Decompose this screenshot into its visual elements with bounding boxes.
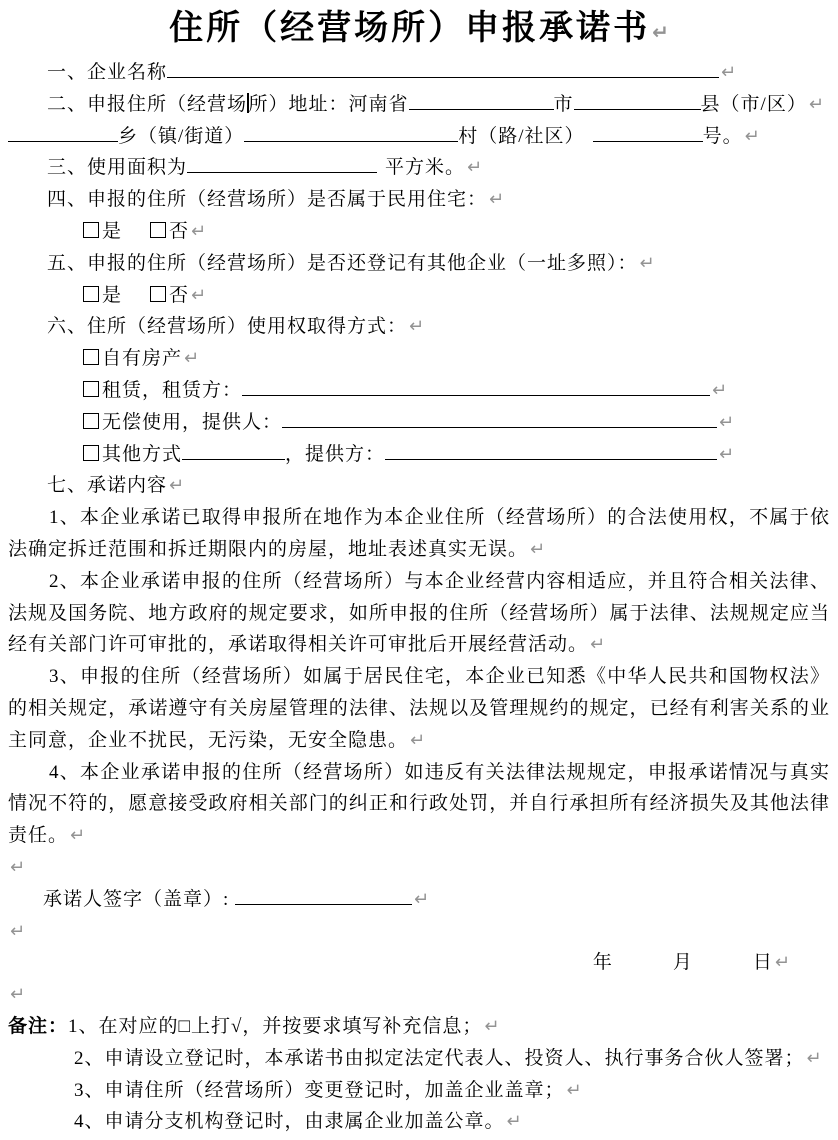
other-method-checkbox[interactable] xyxy=(83,445,99,461)
date-line xyxy=(8,947,830,979)
other-provider-label: ，提供方： xyxy=(285,443,386,465)
signature-field[interactable] xyxy=(235,884,412,905)
item2-village-suffix: 村（路/社区） xyxy=(458,125,585,147)
notes-line-1 xyxy=(8,1011,830,1043)
item4-no-checkbox[interactable] xyxy=(150,222,166,238)
paragraph-mark-icon: ↵ xyxy=(409,316,425,338)
notes-line-3 xyxy=(8,1075,830,1107)
paragraph-mark-icon: ↵ xyxy=(484,1015,500,1037)
empty-paragraph xyxy=(8,979,830,1011)
item5-options xyxy=(8,280,830,312)
paragraph-mark-icon: ↵ xyxy=(410,729,426,751)
paragraph-mark-icon: ↵ xyxy=(774,952,790,974)
form-item-5 xyxy=(8,248,830,280)
item4-no-label: 否 xyxy=(169,220,190,242)
paragraph-mark-icon: ↵ xyxy=(70,825,86,847)
paragraph-mark-icon: ↵ xyxy=(530,538,546,560)
paragraph-mark-icon: ↵ xyxy=(744,125,760,147)
paragraph-mark-icon: ↵ xyxy=(712,379,728,401)
notes-label: 备注： xyxy=(8,1015,69,1037)
paragraph-mark-icon: ↵ xyxy=(10,856,26,878)
item5-no-checkbox[interactable] xyxy=(150,286,166,302)
item5-yes-checkbox[interactable] xyxy=(83,286,99,302)
item4-yes-label: 是 xyxy=(102,220,123,242)
paragraph-mark-icon: ↵ xyxy=(191,220,207,242)
item6-label: 六、住所（经营场所）使用权取得方式： xyxy=(47,316,408,338)
paragraph-mark-icon: ↵ xyxy=(721,62,737,83)
commitment-2-text: 2、本企业承诺申报的住所（经营场所）与本企业经营内容相适应，并且符合相关法律、法规及国务院、地方政府的规定要求，如所申报的住所（经营场所）属于法律、法规规定应当经有关部门许可审批的，承诺取得相关许可审批后开展经营活动。 xyxy=(8,570,830,656)
commitment-4-text: 4、本企业承诺申报的住所（经营场所）如违反有关法律法规规定，申报承诺情况与真实情况不符的，愿意接受政府相关部门的纠正和行政处罚，并自行承担所有经济损失及其他法律责任。 xyxy=(8,761,830,847)
signature-label: 承诺人签字（盖章）: xyxy=(43,888,230,910)
commitment-paragraph-2 xyxy=(8,566,830,661)
paragraph-mark-icon: ↵ xyxy=(639,252,655,274)
own-property-label: 自有房产 xyxy=(102,348,183,370)
item2-label-part2: 所）地址：河南省 xyxy=(248,93,409,115)
paragraph-mark-icon: ↵ xyxy=(652,20,669,44)
paragraph-mark-icon: ↵ xyxy=(467,157,483,179)
paragraph-mark-icon: ↵ xyxy=(590,634,606,656)
free-use-label: 无偿使用，提供人： xyxy=(102,411,283,433)
item3-label: 三、使用面积为 xyxy=(47,157,188,179)
paragraph-mark-icon: ↵ xyxy=(719,411,735,433)
company-name-field[interactable] xyxy=(167,57,719,78)
paragraph-mark-icon: ↵ xyxy=(719,443,735,465)
item1-label: 一、企业名称 xyxy=(47,62,168,83)
item6-option-2 xyxy=(8,375,830,407)
notes-line-2 xyxy=(8,1043,830,1075)
item5-label: 五、申报的住所（经营场所）是否还登记有其他企业（一址多照）： xyxy=(47,252,638,274)
provider-name-field[interactable] xyxy=(282,407,717,428)
form-item-3 xyxy=(8,152,830,184)
empty-paragraph xyxy=(8,916,830,948)
commitment-paragraph-1 xyxy=(8,502,830,566)
note-4-text: 4、申请分支机构登记时，由隶属企业加盖公章。 xyxy=(74,1111,505,1133)
item6-option-4 xyxy=(8,439,830,471)
item6-option-3 xyxy=(8,407,830,439)
item5-no-label: 否 xyxy=(169,284,190,306)
item6-option-1 xyxy=(8,343,830,375)
form-item-7 xyxy=(8,470,830,502)
commitment-1-text: 1、本企业承诺已取得申报所在地作为本企业住所（经营场所）的合法使用权，不属于依法确定拆迁范围和拆迁期限内的房屋，地址表述真实无误。 xyxy=(8,507,830,560)
lease-label: 租赁，租赁方： xyxy=(102,379,243,401)
signature-line xyxy=(8,884,830,916)
county-name-field[interactable] xyxy=(574,89,701,110)
form-item-6 xyxy=(8,311,830,343)
note-3-text: 3、申请住所（经营场所）变更登记时，加盖企业盖章； xyxy=(74,1079,565,1101)
form-item-4 xyxy=(8,184,830,216)
other-provider-field[interactable] xyxy=(385,439,717,460)
lease-checkbox[interactable] xyxy=(83,381,99,397)
floor-area-field[interactable] xyxy=(187,152,377,173)
paragraph-mark-icon: ↵ xyxy=(808,93,824,115)
other-method-label: 其他方式 xyxy=(102,443,183,465)
item2-town-suffix: 乡（镇/街道） xyxy=(118,125,245,147)
township-name-field[interactable] xyxy=(8,121,118,142)
paragraph-mark-icon: ↵ xyxy=(489,189,505,211)
date-line-text: 年 月 日 xyxy=(592,952,773,974)
note-1-text: 1、在对应的□上打√，并按要求填写补充信息； xyxy=(68,1015,483,1037)
paragraph-mark-icon: ↵ xyxy=(191,284,207,306)
paragraph-mark-icon: ↵ xyxy=(169,475,185,497)
other-method-field[interactable] xyxy=(182,439,285,460)
commitment-paragraph-3 xyxy=(8,661,830,756)
form-item-1 xyxy=(8,57,830,89)
city-name-field[interactable] xyxy=(409,89,554,110)
house-number-field[interactable] xyxy=(593,121,703,142)
form-item-2-line1 xyxy=(8,89,830,121)
paragraph-mark-icon: ↵ xyxy=(566,1079,582,1101)
commitment-3-text: 3、申报的住所（经营场所）如属于居民住宅，本企业已知悉《中华人民共和国物权法》的相关规定，承诺遵守有关房屋管理的法律、法规以及管理规约的规定，已经有利害关系的业主同意，企业不扰民，无污染，无安全隐患。 xyxy=(8,666,830,751)
paragraph-mark-icon: ↵ xyxy=(184,348,200,370)
paragraph-mark-icon: ↵ xyxy=(506,1111,522,1133)
item5-yes-label: 是 xyxy=(102,284,123,306)
document-title xyxy=(8,4,830,57)
note-2-text: 2、申请设立登记时，本承诺书由拟定法定代表人、投资人、执行事务合伙人签署； xyxy=(74,1047,805,1069)
item3-unit: 平方米。 xyxy=(385,157,466,179)
item2-label-part1: 二、申报住所（经营场 xyxy=(47,93,248,115)
paragraph-mark-icon: ↵ xyxy=(414,888,430,910)
form-item-2-line2 xyxy=(8,121,830,153)
own-property-checkbox[interactable] xyxy=(83,349,99,365)
village-name-field[interactable] xyxy=(244,121,458,142)
item7-label: 七、承诺内容 xyxy=(47,475,168,497)
paragraph-mark-icon: ↵ xyxy=(10,984,26,1006)
item4-yes-checkbox[interactable] xyxy=(83,222,99,238)
paragraph-mark-icon: ↵ xyxy=(806,1047,822,1069)
item4-label: 四、申报的住所（经营场所）是否属于民用住宅： xyxy=(47,189,488,211)
empty-paragraph xyxy=(8,852,830,884)
item2-end-suffix: 号。 xyxy=(702,125,743,147)
item2-city-suffix: 市 xyxy=(553,93,574,115)
item2-county-suffix: 县（市/区） xyxy=(700,93,807,115)
paragraph-mark-icon: ↵ xyxy=(10,920,26,942)
commitment-paragraph-4 xyxy=(8,757,830,852)
document-title-text: 住所（经营场所）申报承诺书 xyxy=(169,10,651,47)
item4-options xyxy=(8,216,830,248)
lessor-name-field[interactable] xyxy=(242,375,710,396)
notes-line-4 xyxy=(8,1106,830,1138)
free-use-checkbox[interactable] xyxy=(83,413,99,429)
